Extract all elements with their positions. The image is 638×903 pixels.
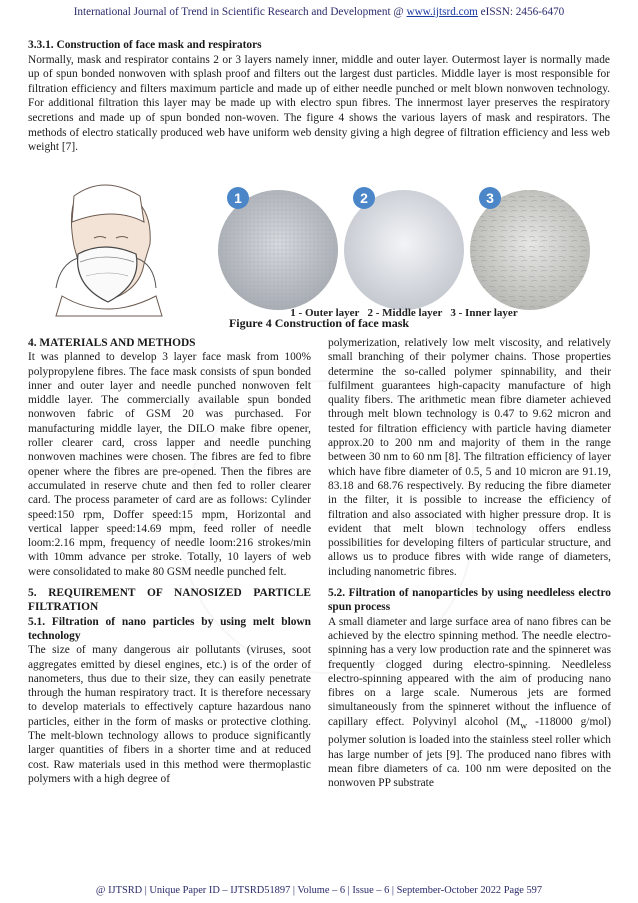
journal-header — [0, 6, 638, 18]
section-5-2-body-part-a: A small diameter and large surface area of nano fibres can be achieved by the electro spinning method. The needle electro-spinning has a very low production rate and the spinneret was frequently clogged during electro-spinning. Needleless electro-spinning appeared with the aim of producing nano fibres on a large scale. Numerous jets are formed simultaneously from the spinneret without the influence of capillary effect. Polyvinyl alcohol (M — [328, 615, 611, 728]
section-5-1-heading: 5.1. Filtration of nano particles by using melt blown technology — [28, 615, 311, 642]
section-3-3-1-body: Normally, mask and respirator contains 2 or 3 layers namely inner, middle and outer layer. Outermost layer is normally made up of spun bonded nonwoven with splash proof and filters out the largest dust particles. Middle layer is most responsible for filtration efficiency and filters maximum particle and made up of either needle punched or melt blown nonwoven technology. For additional filtration this layer may be made up with electro spun fibres. The innermost layer preserves the respiratory secretions and made up of spun bonded non-woven. The figure 4 shows the various layers of mask and respirators. The methods of electro statically produced web have uniform web density giving a high degree of filtration efficiency and less web weight [7]. — [28, 53, 610, 154]
section-3-3-1-heading: 3.3.1. Construction of face mask and respirators — [28, 39, 262, 51]
figure-4-graphic — [28, 184, 610, 319]
layer-number-1: 1 — [234, 190, 242, 206]
figure-4-caption: Figure 4 Construction of face mask — [228, 316, 410, 330]
section-4-heading: 4. MATERIALS AND METHODS — [28, 337, 196, 349]
header-suffix: eISSN: 2456-6470 — [477, 6, 565, 18]
section-5-1-continued: polymerization, relatively low melt viscosity, and relatively small branching of their polymer chains. Those properties determine the so-called polymer spinnability, and their fulfilment guarantees high-capacity manufacture of high quality fibers. The arithmetic mean fibre diameter achieved through melt blown technology is 0.47 to 9.62 micron and tested for filtration efficiency with particle having diameter approx.20 to 200 nm and majority of them in the range between 30 nm to 60 nm [8]. The filtration efficiency of layer which have fibre diameter of 0.5, 5 and 10 micron are 91.19, 83.18 and 68.76 respectively. By reducing the fibre diameter in the filter, it is possible to increase the efficiency of filtration and also associated with higher pressure drop. It is evident that melt blown technology offers endless possibilities for developing filters of particular structure, and allows us to produce fibres with wide range of diameters, including nanometric fibres. — [328, 337, 611, 578]
layer-number-badge-3 — [479, 187, 501, 209]
layer-number-badge-2 — [353, 187, 375, 209]
page-footer: @ IJTSRD | Unique Paper ID – IJTSRD51897 | Volume – 6 | Issue – 6 | September-October 2022 Page 597 — [95, 885, 543, 896]
layer-number-2: 2 — [360, 190, 368, 206]
header-prefix: International Journal of Trend in Scientific Research and Development @ — [73, 6, 407, 18]
molecular-weight-subscript: w — [520, 721, 528, 731]
section-5-heading: 5. REQUIREMENT OF NANOSIZED PARTICLE FILTRATION — [28, 587, 311, 614]
right-column — [328, 336, 611, 790]
journal-website-link[interactable]: www.ijtsrd.com — [406, 6, 478, 18]
figure-legend: 1 - Outer layer 2 - Middle layer 3 - Inner layer — [290, 307, 518, 319]
left-column — [28, 336, 311, 786]
section-4-body: It was planned to develop 3 layer face mask from 100% polypropylene fibres. The face mask consists of spun bonded inner and outer layer and needle punched nonwoven felt middle layer. The commercially available spun bonded nonwoven fabric of GSM 20 was purchased. For manufacturing middle layer, the DILO make fibre opener, roller clearer card, cross lapper and needle punching nonwoven machines were chosen. The fibres are fed to fibre opener where the fibres are pre-opened. Then the fibres are accumulated in reserve chute and then fed to roller clearer card. The process parameter of card are as follows: Cylinder speed:150 rpm, Doffer speed:15 mpm, Horizontal and vertical lapper speed:14.69 mpm, feed roller of needle loom:2.16 mpm, frequency of needle loom:216 strokes/min with 10mm advance per stroke. Totally, 10 layers of web were consolidated to make 80 GSM needle punched felt. — [28, 351, 311, 578]
section-5-2-body — [328, 615, 611, 791]
mask-wearer-illustration — [56, 185, 162, 316]
layer-number-badge-1 — [227, 187, 249, 209]
section-5-2-body-part-b: -118000 g/mol) polymer solution is loaded into the stainless steel roller which has large number of jets [9]. The produced nano fibres with mean fibre diameters of ca. 100 nm were deposited on the nonwoven PP substrate — [328, 715, 611, 790]
section-5-1-body: The size of many dangerous air pollutants (viruses, soot aggregates emitted by diesel engines, etc.) is of the order of nanometers, thus due to their size, they can easily penetrate through the human respiratory tract. It is therefore necessary to develop materials to effectively capture hazardous nano particles, either in the form of masks or protective clothing. The melt-blown technology allows to produce significantly larger quantities of fibers in a shorter time and at reduced cost. Raw materials used in this method were thermoplastic polymers with a high degree of — [28, 644, 311, 785]
section-5-2-heading: 5.2. Filtration of nanoparticles by using needleless electro spun process — [328, 587, 611, 614]
intro-section — [28, 38, 610, 155]
layer-number-3: 3 — [486, 190, 494, 206]
